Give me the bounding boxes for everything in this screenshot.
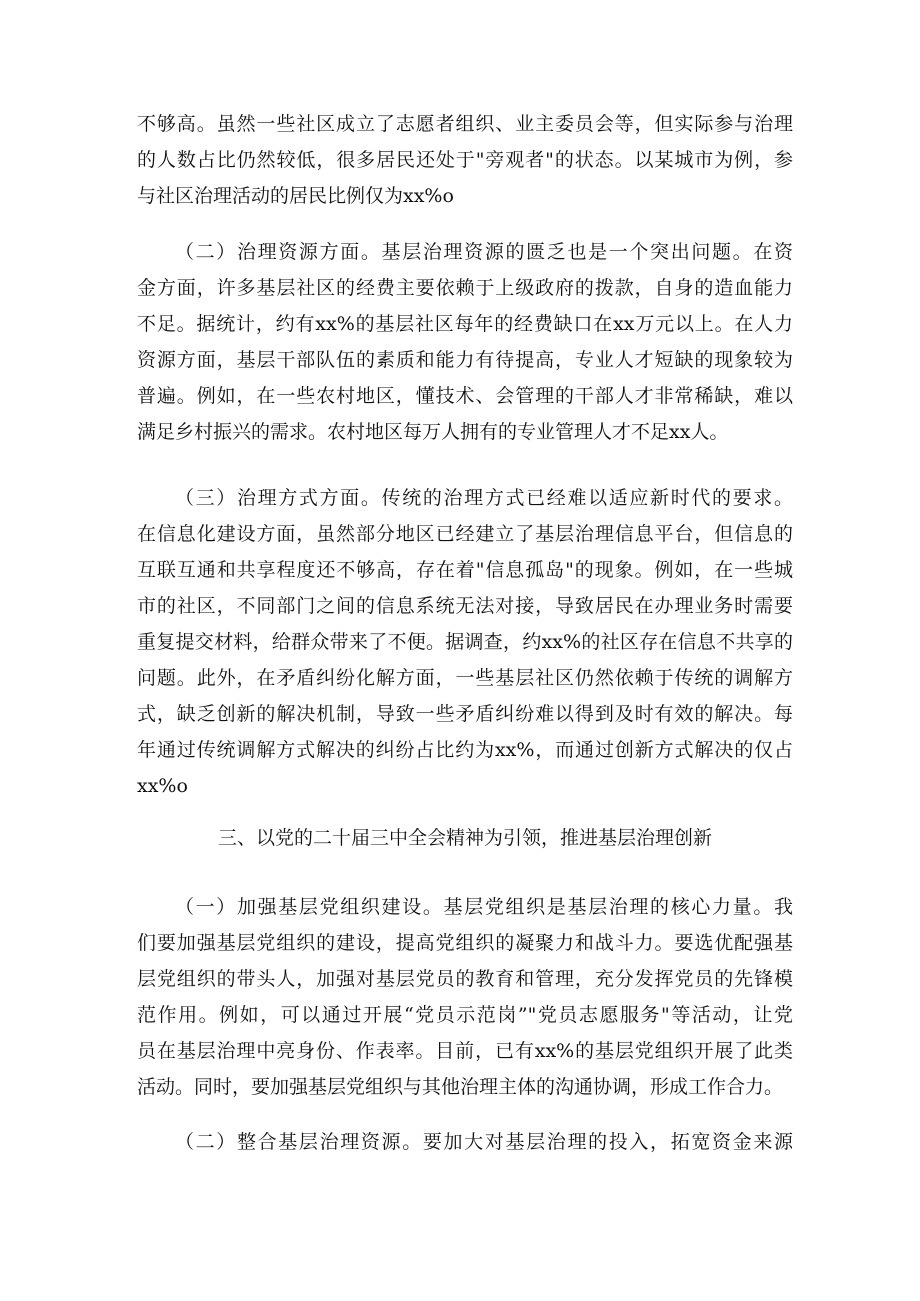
text-line: 年通过传统调解方式解决的纠纷占比约为xx%，而通过创新方式解决的仅占 — [137, 739, 793, 761]
text-line: （一）加强基层党组织建设。基层党组织是基层治理的核心力量。我 — [175, 896, 793, 918]
text-line: 员在基层治理中亮身份、作表率。目前，已有xx%的基层党组织开展了此类 — [137, 1040, 793, 1062]
text-line: 不够高。虽然一些社区成立了志愿者组织、业主委员会等，但实际参与治理 — [137, 113, 793, 135]
paragraph-governance-methods — [137, 480, 793, 804]
paragraph-resource-integration — [137, 1124, 793, 1160]
text-line: 与社区治理活动的居民比例仅为xx%o — [137, 185, 454, 207]
text-line: 市的社区，不同部门之间的信息系统无法对接，导致居民在办理业务时需要 — [137, 595, 793, 617]
text-line: （二）整合基层治理资源。要加大对基层治理的投入，拓宽资金来源 — [175, 1131, 793, 1153]
text-line: 不足。据统计，约有xx%的基层社区每年的经费缺口在xx万元以上。在人力 — [137, 313, 793, 335]
text-line: 的人数占比仍然较低，很多居民还处于"旁观者"的状态。以某城市为例，参 — [137, 149, 793, 171]
text-line: 式，缺乏创新的解决机制，导致一些矛盾纠纷难以得到及时有效的解决。每 — [137, 703, 793, 725]
paragraph-participation — [137, 106, 793, 214]
paragraph-party-building — [137, 889, 793, 1105]
text-line: xx%o — [137, 775, 188, 797]
text-line: 资源方面，基层干部队伍的素质和能力有待提高，专业人才短缺的现象较为 — [137, 349, 793, 371]
text-line: 活动。同时，要加强基层党组织与其他治理主体的沟通协调，形成工作合力。 — [137, 1076, 784, 1098]
text-line: 在信息化建设方面，虽然部分地区已经建立了基层治理信息平台，但信息的 — [137, 523, 793, 545]
text-line: 范作用。例如，可以通过开展“党员示范岗”"党员志愿服务"等活动，让党 — [137, 1004, 793, 1026]
text-line: 问题。此外，在矛盾纠纷化解方面，一些基层社区仍然依赖于传统的调解方 — [137, 667, 793, 689]
text-line: （二）治理资源方面。基层治理资源的匮乏也是一个突出问题。在资 — [175, 241, 793, 263]
text-line: 满足乡村振兴的需求。农村地区每万人拥有的专业管理人才不足xx人。 — [137, 421, 729, 443]
text-line: 层党组织的带头人，加强对基层党员的教育和管理，充分发挥党员的先锋模 — [137, 968, 793, 990]
text-line: 金方面，许多基层社区的经费主要依赖于上级政府的拨款，自身的造血能力 — [137, 277, 793, 299]
text-line: 们要加强基层党组织的建设，提高党组织的凝聚力和战斗力。要选优配强基 — [137, 932, 793, 954]
text-line: （三）治理方式方面。传统的治理方式已经难以适应新时代的要求。 — [175, 487, 793, 509]
text-line: 互联互通和共享程度还不够高，存在着"信息孤岛"的现象。例如，在一些城 — [137, 559, 793, 581]
text-line: 重复提交材料，给群众带来了不便。据调查，约xx%的社区存在信息不共享的 — [137, 631, 793, 653]
text-line: 普遍。例如，在一些农村地区，懂技术、会管理的干部人才非常稀缺，难以 — [137, 385, 793, 407]
section-heading: 三、以党的二十届三中全会精神为引领，推进基层治理创新 — [217, 827, 712, 849]
paragraph-governance-resources — [137, 234, 793, 450]
